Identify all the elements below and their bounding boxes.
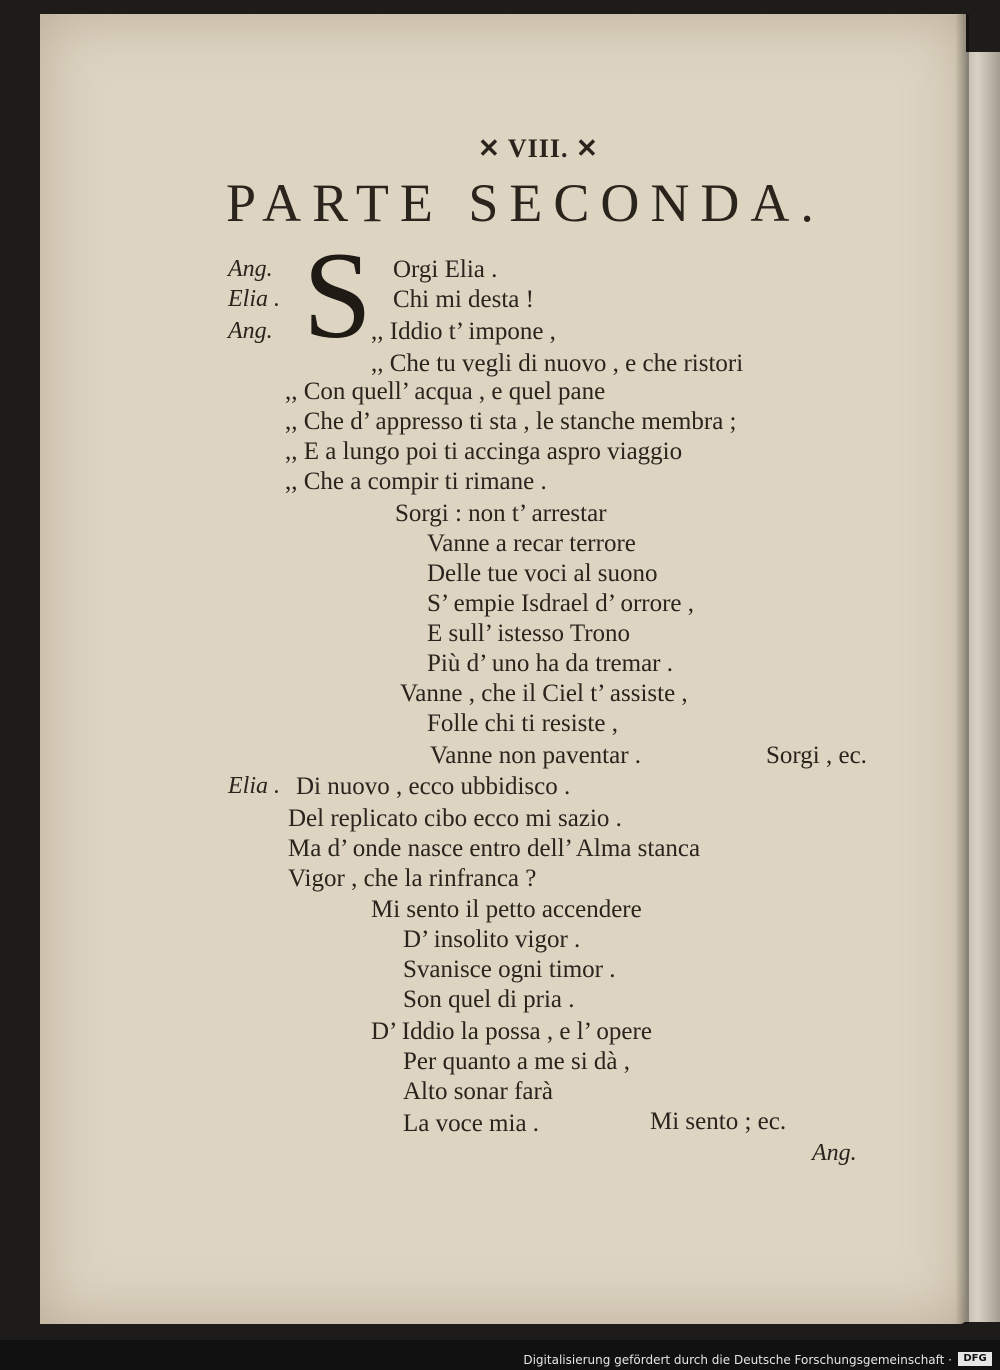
verse-line: Per quanto a me si dà , xyxy=(403,1048,631,1075)
speaker-elia-2: Elia . xyxy=(228,773,280,799)
verse-line: D’ Iddio la possa , e l’ opere xyxy=(371,1018,652,1045)
speaker-elia-1: Elia . xyxy=(228,286,280,312)
verse-line: Folle chi ti resiste , xyxy=(427,710,618,737)
speaker-ang-1: Ang. xyxy=(228,256,273,282)
drop-capital: S xyxy=(303,227,372,364)
verse-line: Di nuovo , ecco ubbidisco . xyxy=(296,773,571,800)
verse-line: Del replicato cibo ecco mi sazio . xyxy=(288,805,622,832)
verse-line: Alto sonar farà xyxy=(403,1078,553,1105)
page-header: ✕ VIII. ✕ xyxy=(478,134,599,163)
verse-line: Sorgi : non t’ arrestar xyxy=(395,500,607,527)
dfg-logo-icon: DFG xyxy=(958,1352,992,1366)
spine-shadow xyxy=(955,14,969,1324)
verse-line: Più d’ uno ha da tremar . xyxy=(427,650,673,677)
footer-credit: Digitalisierung gefördert durch die Deutsche Forschungsgemeinschaft · xyxy=(523,1353,952,1367)
verse-line: Vanne a recar terrore xyxy=(427,530,636,557)
verse-line: Vigor , che la rinfranca ? xyxy=(288,865,537,892)
verse-line: ,, Che a compir ti rimane . xyxy=(285,468,547,495)
verse-line: Son quel di pria . xyxy=(403,986,575,1013)
verse-line: E sull’ istesso Trono xyxy=(427,620,631,647)
verse-line: D’ insolito vigor . xyxy=(403,926,581,953)
page-title: PARTE SECONDA. xyxy=(226,173,825,233)
verse-line: Ma d’ onde nasce entro dell’ Alma stanca xyxy=(288,835,701,862)
refrain-cue: Sorgi , ec. xyxy=(766,742,867,769)
verse-line: S’ empie Isdrael d’ orrore , xyxy=(427,590,695,617)
verse-line: La voce mia . xyxy=(403,1110,540,1137)
verse-line: Vanne , che il Ciel t’ assiste , xyxy=(400,680,688,707)
verse-line: Vanne non paventar . xyxy=(430,742,642,769)
verse-line: ,, Con quell’ acqua , e quel pane xyxy=(285,378,606,405)
verse-line: ,, Iddio t’ impone , xyxy=(371,318,556,345)
verse-line: Chi mi desta ! xyxy=(393,286,534,313)
speaker-ang-2: Ang. xyxy=(228,318,273,344)
verse-line: Svanisce ogni timor . xyxy=(403,956,616,983)
verse-line: Delle tue voci al suono xyxy=(427,560,658,587)
verse-line: Orgi Elia . xyxy=(393,256,498,283)
verse-line: ,, E a lungo poi ti accinga aspro viaggio xyxy=(285,438,683,465)
verse-line: ,, Che tu vegli di nuovo , e che ristori xyxy=(371,350,744,377)
catchword: Ang. xyxy=(812,1140,857,1166)
verse-line: ,, Che d’ appresso ti sta , le stanche membra ; xyxy=(285,408,737,435)
refrain-cue: Mi sento ; ec. xyxy=(650,1108,787,1135)
verse-line: Mi sento il petto accendere xyxy=(371,896,642,923)
